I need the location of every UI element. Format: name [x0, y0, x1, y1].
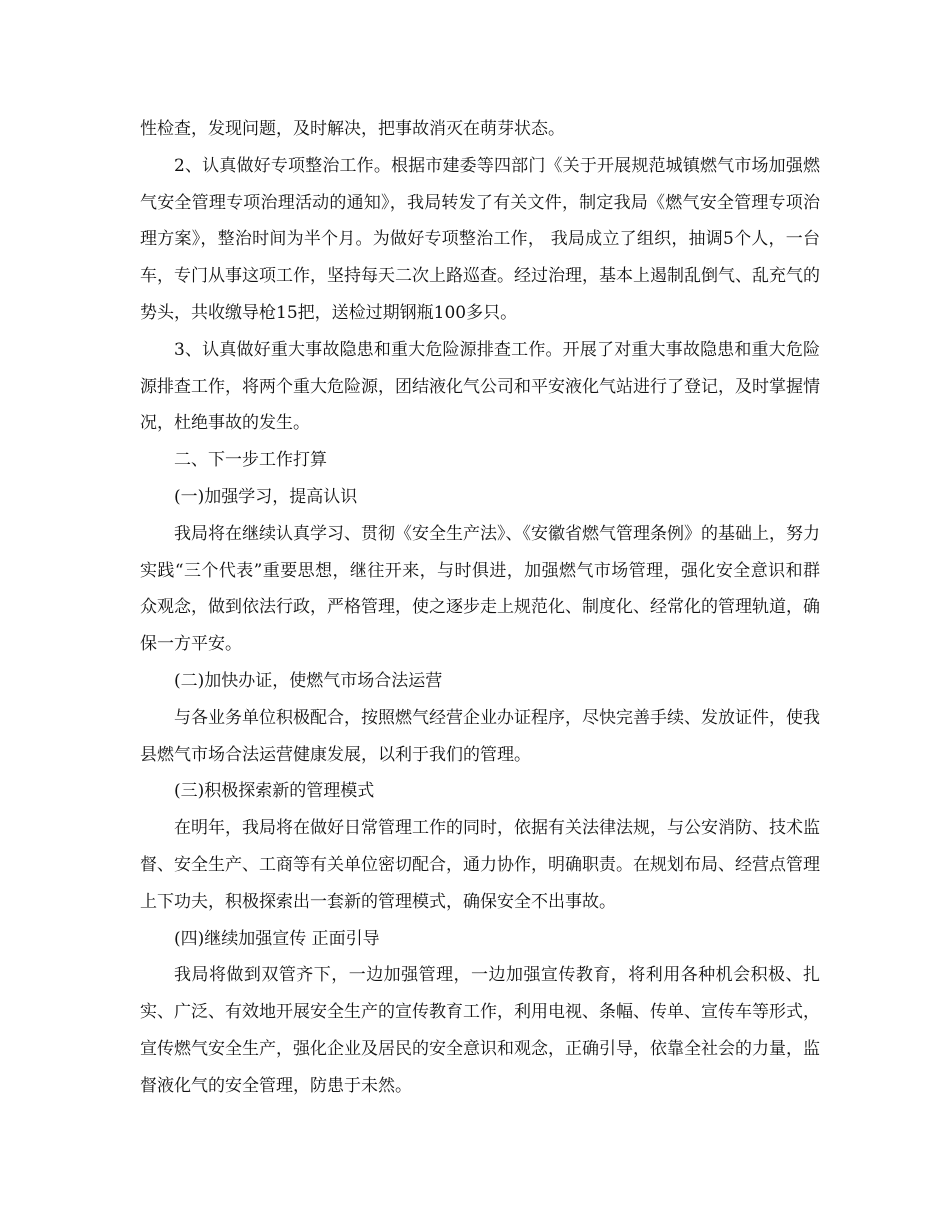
paragraph-publicity: 我局将做到双管齐下，一边加强管理，一边加强宣传教育，将利用各种机会积极、扎实、广泛、有效地开展安全生产的宣传教育工作，利用电视、条幅、传单、宣传车等形式，宣传燃气安全生产，强化企业及居民的安全意识和观念，正确引导，依靠全社会的力量，监督液化气的安全管理，防患于未然。 [140, 965, 820, 1096]
paragraph-study: 我局将在继续认真学习、贯彻《安全生产法》、《安徽省燃气管理条例》的基础上，努力实践“三个代表”重要思想，继往开来，与时俱进，加强燃气市场管理，强化安全意识和群众观念，做到依法行政，严格管理，使之逐步走上规范化、制度化、经常化的管理轨道，确保一方平安。 [140, 523, 820, 655]
paragraph-hazard-inspection: 3、认真做好重大事故隐患和重大危险源排查工作。开展了对重大事故隐患和重大危险源排查工作，将两个重大危险源，团结液化气公司和平安液化气站进行了登记，及时掌握情况，杜绝事故的发生。 [140, 339, 820, 434]
section-heading-next-steps: 二、下一步工作打算 [174, 450, 327, 471]
paragraph-continuation: 性检查，发现问题，及时解决，把事故消灭在萌芽状态。 [140, 119, 565, 139]
subheading-management-model: (三)积极探索新的管理模式 [174, 781, 375, 802]
document-body [140, 111, 820, 1105]
paragraph-management-model: 在明年，我局将在做好日常管理工作的同时，依据有关法律法规，与公安消防、技术监督、安全生产、工商等有关单位密切配合，通力协作，明确职责。在规划布局、经营点管理上下功夫，积极探索出一套新的管理模式，确保安全不出事故。 [140, 818, 820, 912]
subheading-licensing: (二)加快办证，使燃气市场合法运营 [174, 670, 443, 691]
subheading-publicity: (四)继续加强宣传 正面引导 [174, 928, 380, 949]
paragraph-special-rectification: 2、认真做好专项整治工作。根据市建委等四部门《关于开展规范城镇燃气市场加强燃气安全管理专项治理活动的通知》，我局转发了有关文件，制定我局《燃气安全管理专项治理方案》，整治时间为半个月。为做好专项整治工作， 我局成立了组织，抽调5个人，一台车，专门从事这项工作，坚持每天二次上路巡查。经过治理，基本上遏制乱倒气、乱充气的势头，共收缴导枪15把，送检过期钢瓶100多只。 [140, 155, 820, 323]
subheading-study: (一)加强学习，提高认识 [174, 486, 358, 507]
paragraph-licensing: 与各业务单位积极配合，按照燃气经营企业办证程序，尽快完善手续、发放证件，使我县燃气市场合法运营健康发展，以利于我们的管理。 [140, 707, 820, 765]
